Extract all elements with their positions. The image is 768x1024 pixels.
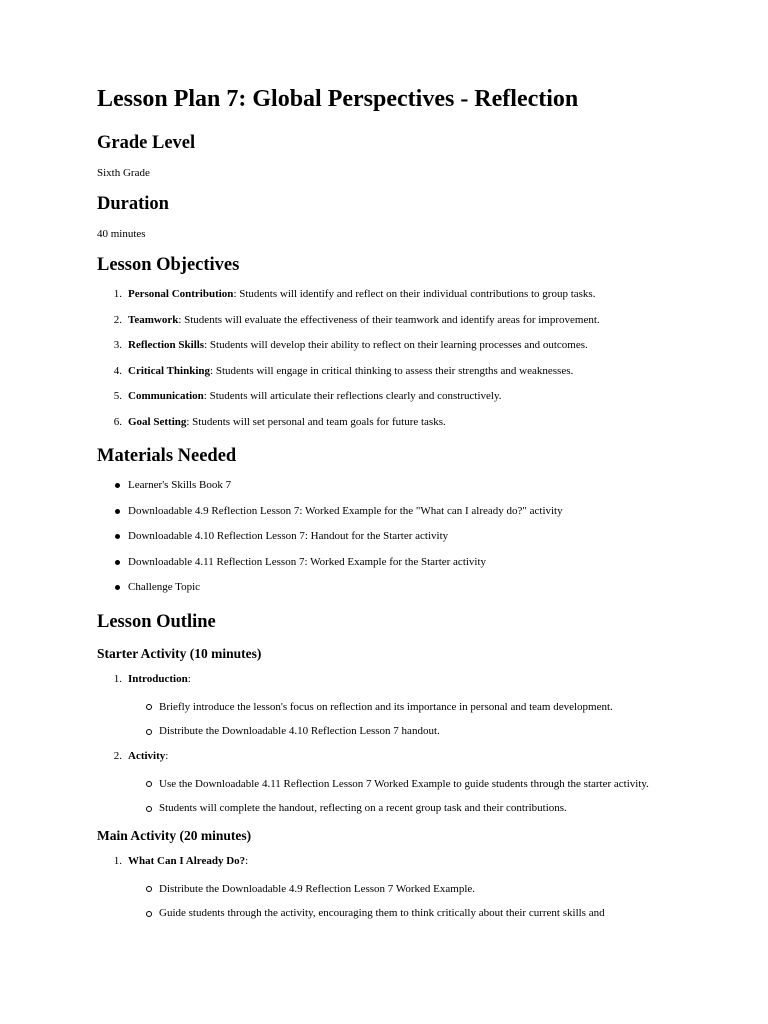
sub-text: Use the Downloadable 4.11 Reflection Lesson 7 Worked Example to guide students through the starter activity. [159, 777, 649, 790]
objective-item [97, 313, 697, 328]
material-item [97, 504, 697, 519]
step-label: Activity [128, 749, 166, 762]
circle-bullet-icon [146, 911, 152, 917]
sub-text: Students will complete the handout, reflecting on a recent group task and their contributions. [159, 802, 567, 814]
material-item [97, 478, 697, 493]
grade-level-value: Sixth Grade [97, 167, 150, 179]
starter-steps [97, 672, 697, 817]
step-item [97, 672, 697, 740]
circle-bullet-icon [146, 781, 152, 787]
objective-item [97, 338, 697, 353]
step-suffix: : [187, 672, 191, 685]
material-text: Challenge Topic [128, 581, 201, 593]
bullet-icon [115, 534, 120, 539]
sub-text: Briefly introduce the lesson's focus on reflection and its importance in personal and team development. [159, 700, 613, 713]
sub-item [128, 906, 697, 921]
grade-level-heading: Grade Level [97, 133, 196, 153]
circle-bullet-icon [146, 806, 152, 812]
objective-text: : Students will develop their ability to reflect on their learning processes and outcomes. [204, 339, 588, 351]
circle-bullet-icon [146, 729, 152, 735]
material-item [97, 529, 697, 544]
sub-text: Distribute the Downloadable 4.10 Reflection Lesson 7 handout. [159, 725, 440, 737]
material-item [97, 580, 697, 595]
list-number: 3. [113, 339, 122, 351]
list-number: 6. [113, 415, 122, 428]
list-number: 1. [113, 288, 122, 300]
bullet-icon [115, 483, 120, 488]
objective-item [97, 287, 697, 302]
step-item [97, 854, 697, 922]
document-page [97, 82, 697, 931]
bullet-icon [115, 509, 120, 514]
lesson-outline-heading: Lesson Outline [97, 611, 216, 632]
bullet-icon [115, 560, 120, 565]
starter-activity-heading: Starter Activity (10 minutes) [97, 645, 262, 661]
objective-label: Teamwork [128, 313, 179, 326]
material-item [97, 555, 697, 570]
step-label: What Can I Already Do? [128, 854, 246, 867]
circle-bullet-icon [146, 704, 152, 710]
step-item [97, 749, 697, 817]
material-text: Downloadable 4.10 Reflection Lesson 7: Handout for the Starter activity [128, 530, 449, 542]
objectives-list [97, 287, 697, 430]
objective-label: Reflection Skills [128, 339, 205, 351]
objective-text: : Students will evaluate the effectiveness of their teamwork and identify areas for improvement. [178, 313, 600, 326]
step-label: Introduction [128, 672, 188, 685]
step-suffix: : [245, 854, 249, 867]
list-number: 2. [113, 313, 122, 326]
objective-text: : Students will articulate their reflections clearly and constructively. [203, 390, 502, 402]
sub-list [128, 700, 697, 740]
objective-label: Goal Setting [128, 415, 187, 428]
sub-text: Guide students through the activity, encouraging them to think critically about their current skills and [159, 907, 605, 919]
material-text: Learner's Skills Book 7 [128, 479, 232, 491]
step-suffix: : [165, 749, 169, 762]
list-number: 5. [113, 390, 122, 402]
objective-label: Personal Contribution [128, 288, 234, 300]
sub-item [128, 882, 697, 897]
list-number: 1. [113, 672, 122, 685]
sub-item [128, 724, 697, 739]
objectives-heading: Lesson Objectives [97, 255, 240, 275]
duration-value: 40 minutes [97, 228, 146, 240]
sub-list [128, 882, 697, 922]
objective-item [97, 415, 697, 430]
page-title: Lesson Plan 7: Global Perspectives - Reflection [97, 86, 579, 112]
circle-bullet-icon [146, 886, 152, 892]
main-steps [97, 854, 697, 922]
objective-label: Critical Thinking [128, 364, 211, 377]
objective-text: : Students will identify and reflect on their individual contributions to group tasks. [233, 288, 596, 300]
list-number: 4. [113, 364, 122, 377]
duration-heading: Duration [97, 194, 169, 214]
main-activity-heading: Main Activity (20 minutes) [97, 827, 252, 843]
sub-item [128, 777, 697, 792]
objective-item [97, 389, 697, 404]
list-number: 2. [113, 749, 122, 762]
materials-list [97, 478, 697, 595]
bullet-icon [115, 585, 120, 590]
objective-text: : Students will set personal and team goals for future tasks. [186, 415, 446, 428]
material-text: Downloadable 4.9 Reflection Lesson 7: Worked Example for the "What can I already do?" activity [128, 504, 563, 517]
objective-text: : Students will engage in critical thinking to assess their strengths and weaknesses. [210, 364, 574, 377]
material-text: Downloadable 4.11 Reflection Lesson 7: Worked Example for the Starter activity [128, 555, 487, 568]
sub-list [128, 777, 697, 817]
list-number: 1. [113, 854, 122, 867]
materials-heading: Materials Needed [97, 446, 237, 466]
sub-text: Distribute the Downloadable 4.9 Reflection Lesson 7 Worked Example. [159, 882, 476, 895]
objective-item [97, 364, 697, 379]
sub-item [128, 801, 697, 816]
objective-label: Communication [128, 390, 204, 402]
sub-item [128, 700, 697, 715]
